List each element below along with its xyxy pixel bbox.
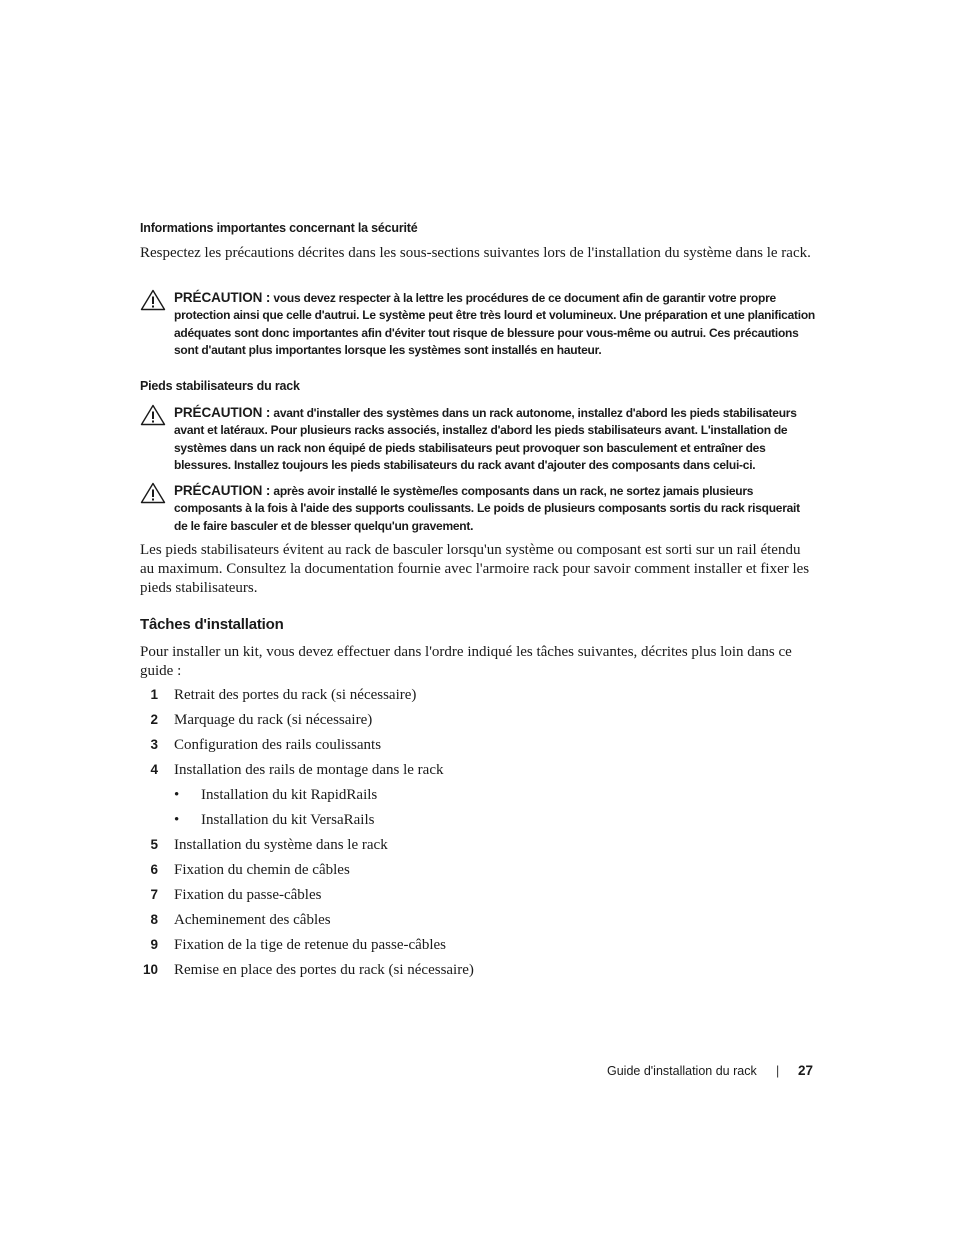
step-text: Marquage du rack (si nécessaire) xyxy=(174,712,373,728)
caution-text-1 xyxy=(174,289,816,359)
step-number: 1 xyxy=(150,687,158,702)
task-substep xyxy=(0,809,954,831)
task-step xyxy=(0,734,954,756)
step-number: 7 xyxy=(150,887,158,902)
section-heading-safety: Informations importantes concernant la sécurité xyxy=(140,221,418,235)
substep-text: Installation du kit VersaRails xyxy=(201,812,375,828)
caution-body: vous devez respecter à la lettre les procédures de ce document afin de garantir votre propre protection ainsi que celle d'autrui. Le système peut être très lourd et volumineux. Une préparation et une planification adéquates sont donc importantes afin d'éviter tout risque de blessure pour vous-même ou autrui. Ces précautions sont d'autant plus importantes lorsque les systèmes sont installés en hauteur. xyxy=(174,291,815,357)
warning-triangle-icon xyxy=(140,482,166,504)
task-step xyxy=(0,834,954,856)
task-step xyxy=(0,859,954,881)
step-text: Fixation du passe-câbles xyxy=(174,887,322,903)
page-number: 27 xyxy=(798,1063,814,1078)
warning-triangle-icon xyxy=(140,289,166,311)
step-text: Installation des rails de montage dans le rack xyxy=(174,762,444,778)
step-number: 3 xyxy=(150,737,158,752)
caution-body: après avoir installé le système/les composants dans un rack, ne sortez jamais plusieurs composants à la fois à l'aide des supports coulissants. Le poids de plusieurs composants sortis du rack risquerait de le faire basculer et de blesser quelqu'un gravement. xyxy=(174,484,800,533)
section-heading-stabilizers: Pieds stabilisateurs du rack xyxy=(140,379,300,393)
step-text: Fixation du chemin de câbles xyxy=(174,862,350,878)
caution-label: PRÉCAUTION : xyxy=(174,290,271,305)
step-text: Configuration des rails coulissants xyxy=(174,737,382,753)
caution-label: PRÉCAUTION : xyxy=(174,405,271,420)
step-number: 4 xyxy=(150,762,158,777)
task-step xyxy=(0,884,954,906)
task-substep xyxy=(0,784,954,806)
step-text: Fixation de la tige de retenue du passe-câbles xyxy=(174,937,446,953)
task-step xyxy=(0,684,954,706)
task-step xyxy=(0,709,954,731)
step-number: 9 xyxy=(150,937,158,952)
step-text: Installation du système dans le rack xyxy=(174,837,388,853)
caution-block-2 xyxy=(140,404,816,474)
bullet: • xyxy=(174,812,180,828)
caution-label: PRÉCAUTION : xyxy=(174,483,271,498)
step-text: Retrait des portes du rack (si nécessaire) xyxy=(174,687,417,703)
footer-separator: | xyxy=(776,1064,780,1078)
section-heading-tasks: Tâches d'installation xyxy=(140,616,284,633)
bullet: • xyxy=(174,787,180,803)
task-step xyxy=(0,934,954,956)
step-text: Acheminement des câbles xyxy=(174,912,331,928)
caution-text-2 xyxy=(174,404,816,474)
caution-body: avant d'installer des systèmes dans un rack autonome, installez d'abord les pieds stabilisateurs avant et latéraux. Pour plusieurs racks associés, installez d'abord les pieds stabilisateurs avant. L'installation de systèmes dans un rack non équipé de pieds stabilisateurs peut provoquer son basculement et entraîner des blessures. Installez toujours les pieds stabilisateurs du rack avant d'ajouter des composants dans celui-ci. xyxy=(174,406,797,472)
substep-text: Installation du kit RapidRails xyxy=(201,787,378,803)
footer-guide-title: Guide d'installation du rack xyxy=(607,1064,757,1078)
step-number: 5 xyxy=(150,837,158,852)
step-number: 8 xyxy=(150,912,158,927)
task-step xyxy=(0,759,954,781)
tasks-intro-paragraph: Pour installer un kit, vous devez effectuer dans l'ordre indiqué les tâches suivantes, décrites plus loin dans ce guide : xyxy=(140,644,792,679)
task-step xyxy=(0,959,954,981)
task-step xyxy=(0,909,954,931)
caution-text-3 xyxy=(174,482,816,535)
step-text: Remise en place des portes du rack (si nécessaire) xyxy=(174,962,474,978)
step-number: 10 xyxy=(142,962,158,977)
safety-intro-paragraph: Respectez les précautions décrites dans les sous-sections suivantes lors de l'installation du système dans le rack. xyxy=(140,245,811,261)
step-number: 6 xyxy=(150,862,158,877)
caution-block-3 xyxy=(140,482,816,535)
caution-block-1 xyxy=(140,289,816,359)
step-number: 2 xyxy=(150,712,158,727)
stabilizers-paragraph: Les pieds stabilisateurs évitent au rack de basculer lorsqu'un système ou composant est sorti sur un rail étendu au maximum. Consultez la documentation fournie avec l'armoire rack pour savoir comment installer et fixer les pieds stabilisateurs. xyxy=(140,542,810,596)
warning-triangle-icon xyxy=(140,404,166,426)
